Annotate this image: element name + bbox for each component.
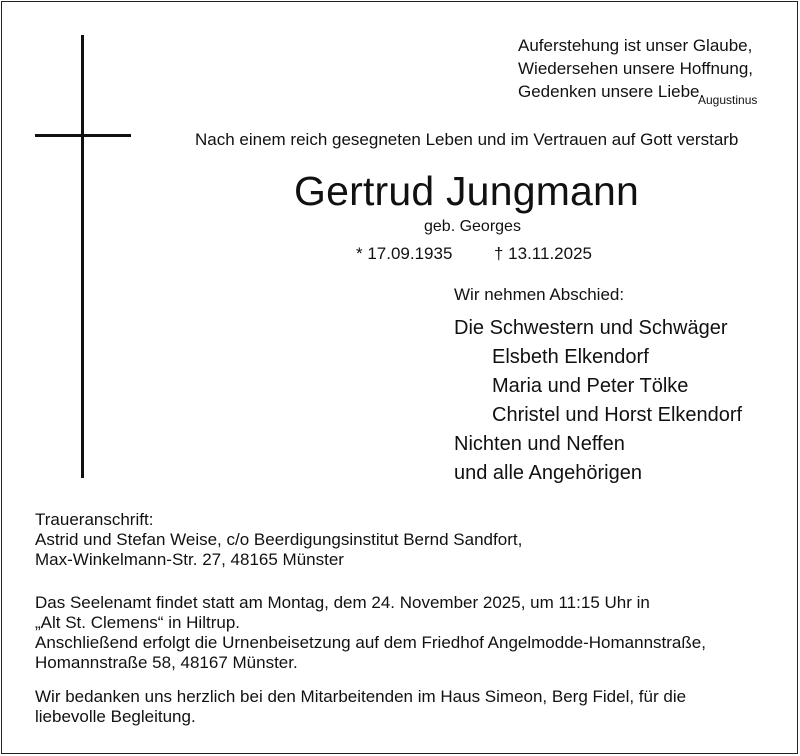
- death-date: † 13.11.2025: [494, 244, 592, 263]
- quote-author: Augustinus: [698, 93, 758, 107]
- mourner-name: Maria und Peter Tölke: [492, 375, 689, 397]
- address-line: Max-Winkelmann-Str. 27, 48165 Münster: [35, 550, 344, 569]
- mourning-address: [35, 510, 522, 570]
- mourner-group: und alle Angehörigen: [454, 462, 642, 484]
- thanks-line: liebevolle Begleitung.: [35, 707, 196, 726]
- service-line: „Alt St. Clemens“ in Hiltrup.: [35, 613, 240, 632]
- address-line: Astrid und Stefan Weise, c/o Beerdigungsinstitut Bernd Sandfort,: [35, 530, 523, 549]
- quote-line: Gedenken unsere Liebe.: [518, 82, 705, 101]
- mourners-list: [454, 314, 742, 488]
- mourner-name: Elsbeth Elkendorf: [492, 346, 649, 368]
- cross-icon-horizontal: [35, 134, 131, 137]
- service-line: Anschließend erfolgt die Urnenbeisetzung auf dem Friedhof Angelmodde-Homannstraße,: [35, 633, 706, 652]
- service-line: Homannstraße 58, 48167 Münster.: [35, 653, 298, 672]
- mourner-group: Die Schwestern und Schwäger: [454, 317, 728, 339]
- intro-text: Nach einem reich gesegneten Leben und im Vertrauen auf Gott verstarb: [195, 130, 739, 149]
- service-line: Das Seelenamt findet statt am Montag, dem 24. November 2025, um 11:15 Uhr in: [35, 593, 650, 612]
- quote-line: Auferstehung ist unser Glaube,: [518, 36, 753, 55]
- thanks-text: [35, 687, 686, 727]
- address-label: Traueranschrift:: [35, 510, 154, 529]
- deceased-name: Gertrud Jungmann: [294, 168, 640, 214]
- mourner-name: Christel und Horst Elkendorf: [492, 404, 743, 426]
- service-info: [35, 593, 706, 673]
- birth-name: geb. Georges: [424, 218, 521, 235]
- farewell-text: Wir nehmen Abschied:: [454, 285, 625, 304]
- cross-icon-vertical: [81, 35, 84, 478]
- mourner-group: Nichten und Neffen: [454, 433, 625, 455]
- birth-date: * 17.09.1935: [356, 244, 453, 263]
- quote-line: Wiedersehen unsere Hoffnung,: [518, 59, 754, 78]
- thanks-line: Wir bedanken uns herzlich bei den Mitarbeitenden im Haus Simeon, Berg Fidel, für die: [35, 687, 687, 706]
